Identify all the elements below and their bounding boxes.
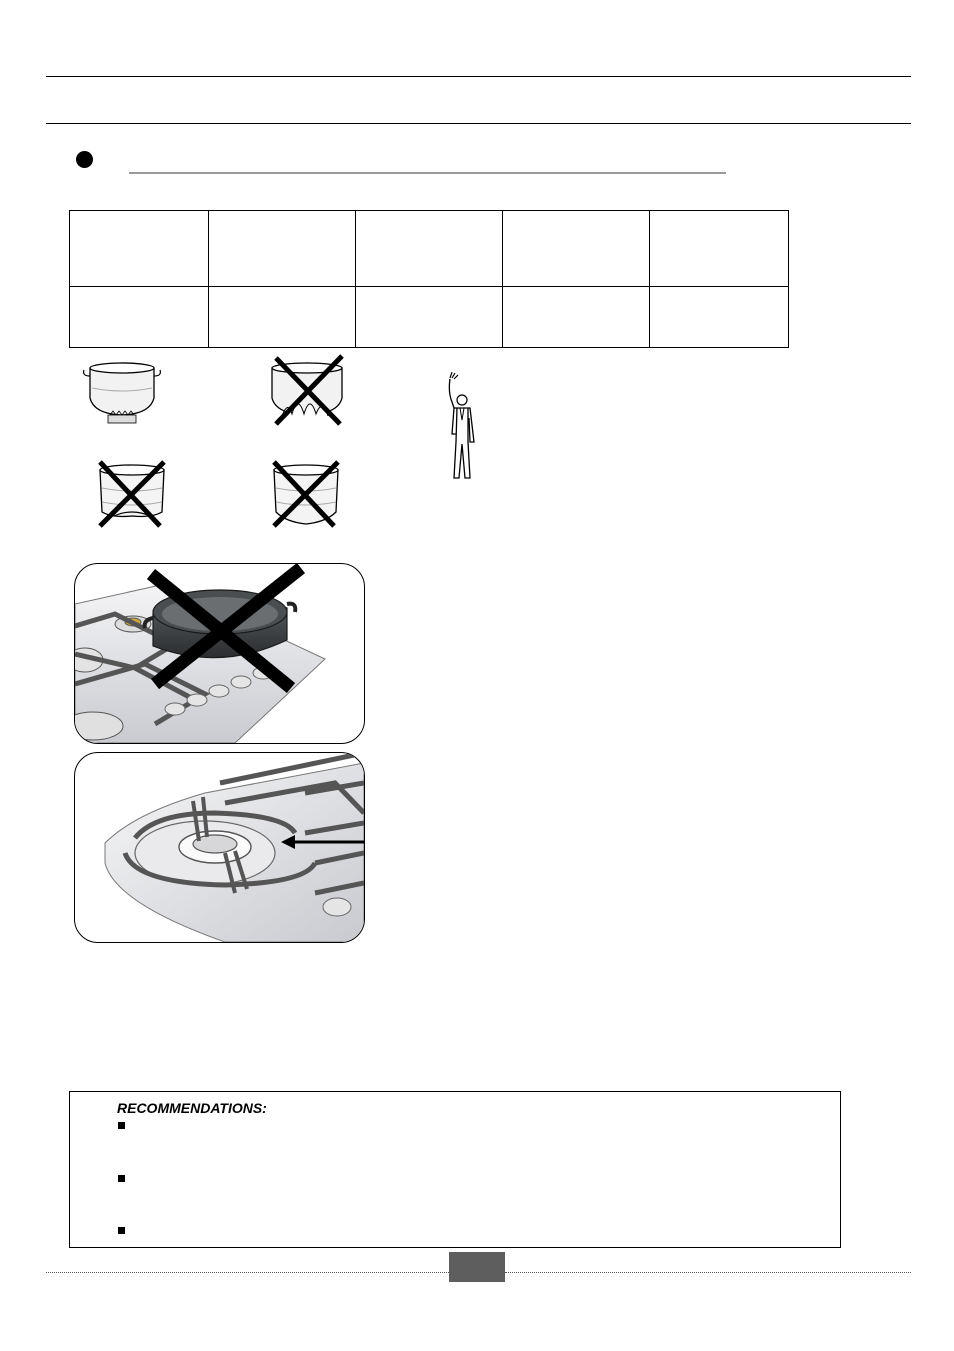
table-cell (356, 211, 503, 287)
header-rule-top (46, 76, 911, 77)
bullet-dot-icon (76, 151, 93, 168)
pot-wrong-icon (262, 354, 352, 428)
page-number-tab (449, 1252, 505, 1282)
table-cell (503, 211, 650, 287)
pot-wrong-icon (266, 458, 346, 530)
table-cell (209, 287, 356, 348)
header-rule-bottom (46, 123, 911, 124)
table-cell (209, 211, 356, 287)
table-cell (356, 287, 503, 348)
burner-ring-illustration (74, 752, 365, 943)
square-bullet-icon (118, 1122, 125, 1129)
square-bullet-icon (118, 1175, 125, 1182)
table-row (70, 287, 789, 348)
table-cell (650, 287, 789, 348)
table-row (70, 211, 789, 287)
section-title-underline (129, 172, 726, 174)
pot-correct-icon (80, 358, 164, 428)
footer-rule-left (46, 1272, 449, 1273)
recommendations-title: RECOMMENDATIONS: (117, 1100, 267, 1116)
person-icon (440, 372, 482, 482)
footer-rule-right (505, 1272, 911, 1273)
table-cell (70, 287, 209, 348)
table-cell (70, 211, 209, 287)
pot-wrong-icon (92, 458, 172, 530)
table-cell (503, 287, 650, 348)
table-cell (650, 211, 789, 287)
square-bullet-icon (118, 1227, 125, 1234)
recommendations-box (69, 1091, 841, 1248)
cooktop-wrong-pan-illustration (74, 563, 365, 744)
pan-size-table (69, 210, 789, 348)
